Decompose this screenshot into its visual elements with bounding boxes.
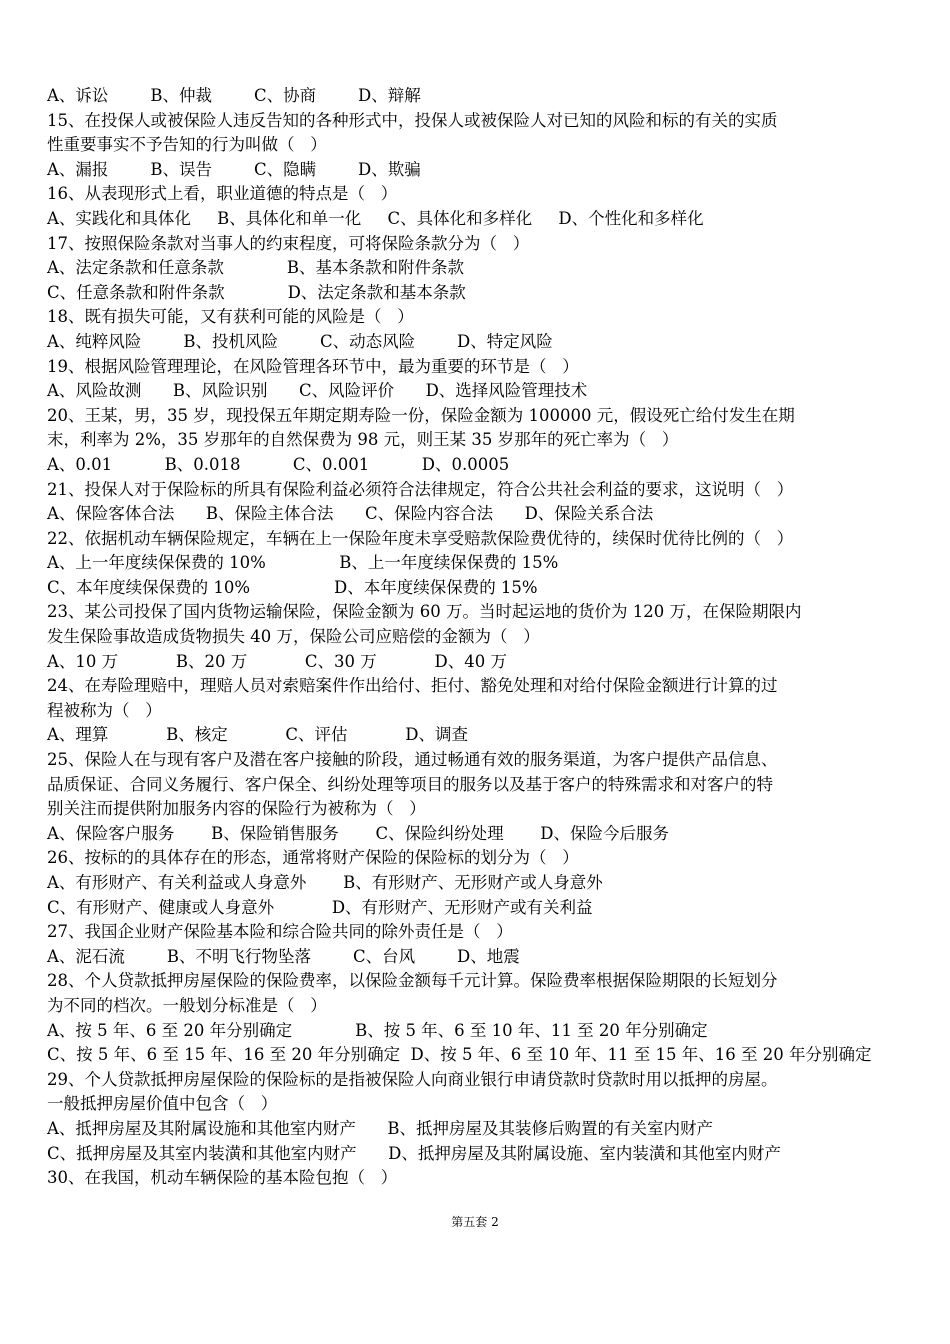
text-line: 25、保险人在与现有客户及潜在客户接触的阶段，通过畅通有效的服务渠道，为客户提供产品信息、: [47, 750, 778, 770]
text-line: C、抵押房屋及其室内装潢和其他室内财产 D、抵押房屋及其附属设施、室内装潢和其他室内财产: [47, 1143, 781, 1163]
text-line: A、有形财产、有关利益或人身意外 B、有形财产、无形财产或人身意外: [47, 873, 603, 892]
text-line: A、泥石流 B、不明飞行物坠落 C、台风 D、地震: [47, 946, 520, 966]
text-line: 20、王某，男，35 岁，现投保五年期定期寿险一份，保险金额为 100000 元，假设死亡给付发生在期: [47, 405, 795, 425]
text-line: 30、在我国，机动车辆保险的基本险包抱（ ）: [47, 1168, 398, 1188]
page-footer: 第五套 2: [451, 1215, 499, 1229]
document-body: [47, 84, 907, 1191]
text-line: A、实践化和具体化 B、具体化和单一化 C、具体化和多样化 D、个性化和多样化: [47, 208, 704, 228]
text-line: 22、依据机动车辆保险规定，车辆在上一保险年度未享受赔款保险费优待的，续保时优待比例的（ ）: [47, 528, 794, 548]
text-line: 21、投保人对于保险标的所具有保险利益必须符合法律规定，符合公共社会利益的要求，这说明（ ）: [47, 479, 794, 499]
text-line: A、理算 B、核定 C、评估 D、调查: [47, 725, 468, 745]
text-line: A、诉讼 B、仲裁 C、协商 D、辩解: [47, 86, 421, 105]
text-line: 17、按照保险条款对当事人的约束程度，可将保险条款分为（ ）: [47, 233, 530, 253]
text-line: 24、在寿险理赔中，理赔人员对索赔案件作出给付、拒付、豁免处理和对给付保险金额进行计算的过: [47, 676, 778, 696]
text-line: 28、个人贷款抵押房屋保险的保险费率，以保险金额每千元计算。保险费率根据保险期限的长短划分: [47, 971, 778, 991]
text-line: 程被称为（ ）: [47, 700, 162, 720]
text-line: C、任意条款和附件条款 D、法定条款和基本条款: [47, 282, 466, 302]
text-line: 26、按标的的具体存在的形态，通常将财产保险的保险标的划分为（ ）: [47, 848, 579, 868]
text-line: 18、既有损失可能，又有获利可能的风险是（ ）: [47, 307, 414, 327]
text-line: A、0.01 B、0.018 C、0.001 D、0.0005: [47, 454, 510, 474]
text-line: A、保险客体合法 B、保险主体合法 C、保险内容合法 D、保险关系合法: [47, 504, 654, 524]
text-line: 品质保证、合同义务履行、客户保全、纠纷处理等项目的服务以及基于客户的特殊需求和对客户的特: [47, 774, 773, 794]
text-line: A、保险客户服务 B、保险销售服务 C、保险纠纷处理 D、保险今后服务: [47, 823, 670, 843]
text-line: 29、个人贷款抵押房屋保险的保险标的是指被保险人向商业银行申请贷款时贷款时用以抵押的房屋。: [47, 1069, 778, 1089]
text-line: 别关注而提供附加服务内容的保险行为被称为（ ）: [47, 799, 426, 819]
text-line: 16、从表现形式上看，职业道德的特点是（ ）: [47, 184, 398, 204]
text-line: A、纯粹风险 B、投机风险 C、动态风险 D、特定风险: [47, 331, 553, 351]
text-line: 23、某公司投保了国内货物运输保险，保险金额为 60 万。当时起运地的货价为 120 万，在保险期限内: [47, 602, 802, 622]
text-line: 性重要事实不予告知的行为叫做（ ）: [47, 135, 327, 155]
text-line: A、上一年度续保保费的 10% B、上一年度续保保费的 15%: [47, 553, 559, 573]
text-line: A、漏报 B、误告 C、隐瞒 D、欺骗: [47, 159, 421, 179]
text-line: 27、我国企业财产保险基本险和综合险共同的除外责任是（ ）: [47, 922, 513, 942]
text-line: A、法定条款和任意条款 B、基本条款和附件条款: [47, 258, 464, 278]
text-line: 19、根据风险管理理论，在风险管理各环节中，最为重要的环节是（ ）: [47, 356, 579, 376]
text-line: C、有形财产、健康或人身意外 D、有形财产、无形财产或有关利益: [47, 897, 593, 917]
text-line: A、抵押房屋及其附属设施和其他室内财产 B、抵押房屋及其装修后购置的有关室内财产: [47, 1118, 714, 1138]
text-line: A、按 5 年、6 至 20 年分别确定 B、按 5 年、6 至 10 年、11 至 20 年分别确定: [47, 1020, 708, 1040]
text-line: 末，利率为 2%，35 岁那年的自然保费为 98 元，则王某 35 岁那年的死亡率为（ ）: [47, 430, 679, 450]
text-line: 15、在投保人或被保险人违反告知的各种形式中，投保人或被保险人对已知的风险和标的有关的实质: [47, 110, 778, 130]
text-line: 发生保险事故造成货物损失 40 万，保险公司应赔偿的金额为（ ）: [47, 627, 540, 647]
text-line: C、本年度续保保费的 10% D、本年度续保保费的 15%: [47, 577, 538, 597]
text-line: A、10 万 B、20 万 C、30 万 D、40 万: [47, 651, 507, 671]
text-line: A、风险故测 B、风险识别 C、风险评价 D、选择风险管理技术: [47, 381, 588, 401]
text-line: 为不同的档次。一般划分标准是（ ）: [47, 995, 327, 1015]
text-line: C、按 5 年、6 至 15 年、16 至 20 年分别确定 D、按 5 年、6 至 10 年、11 至 15 年、16 至 20 年分别确定: [47, 1045, 872, 1065]
text-line: 一般抵押房屋价值中包含（ ）: [47, 1094, 278, 1114]
